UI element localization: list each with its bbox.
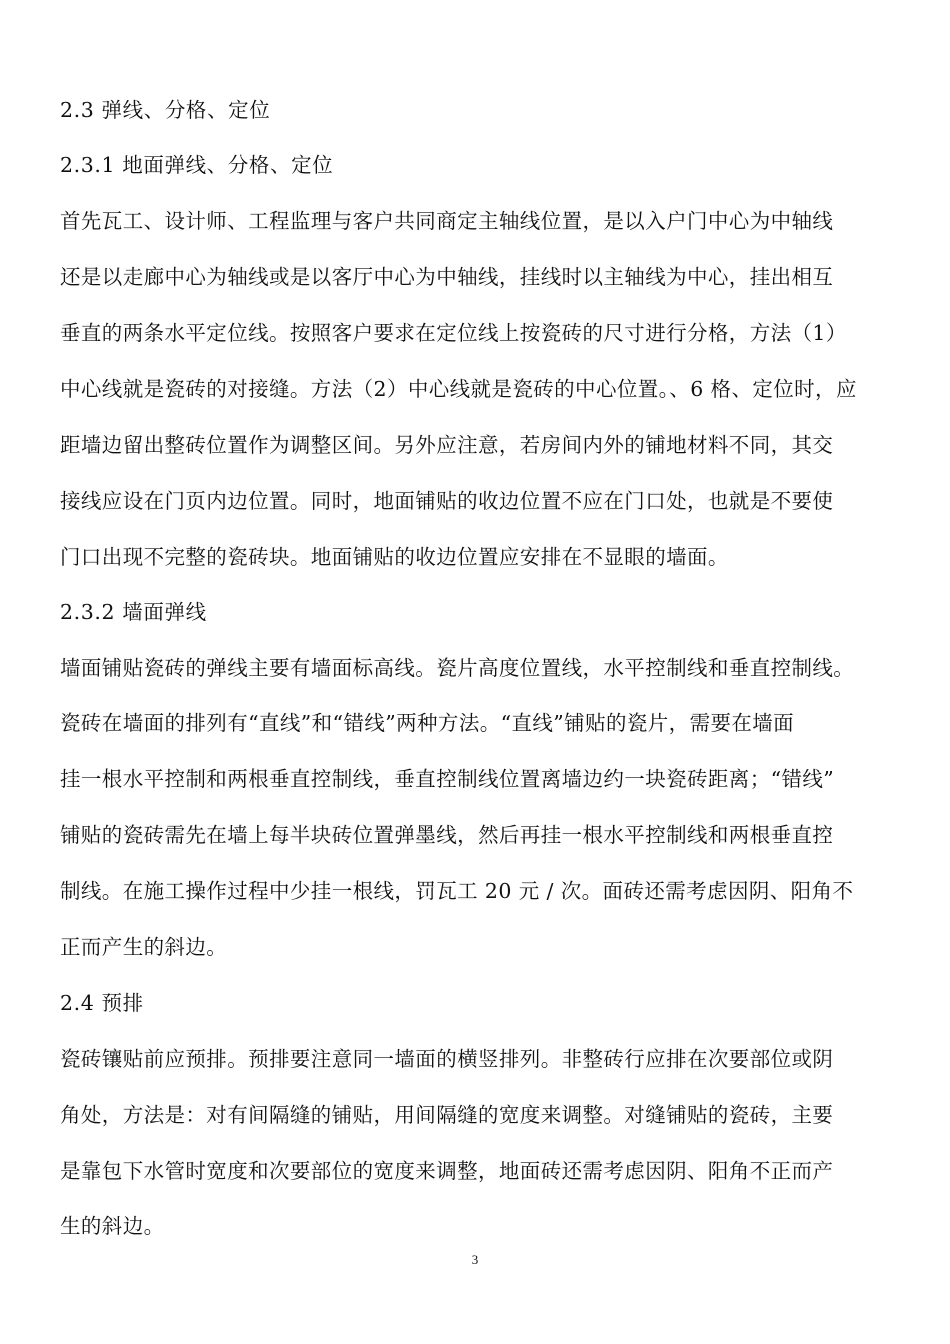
paragraph-line: 生的斜边。: [60, 1214, 165, 1238]
paragraph-line: 还是以走廊中心为轴线或是以客厅中心为中轴线，挂线时以主轴线为中心，挂出相互: [60, 265, 834, 289]
paragraph-line: 铺贴的瓷砖需先在墙上每半块砖位置弹墨线，然后再挂一根水平控制线和两根垂直控: [60, 823, 834, 847]
paragraph-line: 瓷砖镶贴前应预排。预排要注意同一墙面的横竖排列。非整砖行应排在次要部位或阴: [60, 1047, 834, 1071]
paragraph-line: 制线。在施工操作过程中少挂一根线，罚瓦工 20 元 / 次。面砖还需考虑因阴、阳角不: [60, 879, 854, 903]
section-heading-2-3-2: 2.3.2 墙面弹线: [60, 600, 207, 624]
paragraph-line: 距墙边留出整砖位置作为调整区间。另外应注意，若房间内外的铺地材料不同，其交: [60, 433, 834, 457]
paragraph-line: 垂直的两条水平定位线。按照客户要求在定位线上按瓷砖的尺寸进行分格，方法（1）: [60, 321, 847, 345]
paragraph-line: 瓷砖在墙面的排列有“直线”和“错线”两种方法。“直线”铺贴的瓷片，需要在墙面: [60, 711, 795, 735]
paragraph-line: 挂一根水平控制和两根垂直控制线，垂直控制线位置离墙边约一块瓷砖距离；“错线”: [60, 767, 835, 791]
paragraph-line: 门口出现不完整的瓷砖块。地面铺贴的收边位置应安排在不显眼的墙面。: [60, 545, 729, 569]
paragraph-line: 首先瓦工、设计师、工程监理与客户共同商定主轴线位置，是以入户门中心为中轴线: [60, 209, 834, 233]
section-heading-2-4: 2.4 预排: [60, 991, 144, 1015]
paragraph-line: 接线应设在门页内边位置。同时，地面铺贴的收边位置不应在门口处，也就是不要使: [60, 489, 834, 513]
paragraph-line: 墙面铺贴瓷砖的弹线主要有墙面标高线。瓷片高度位置线，水平控制线和垂直控制线。: [60, 656, 855, 680]
section-heading-2-3-1: 2.3.1 地面弹线、分格、定位: [60, 153, 334, 177]
paragraph-line: 是靠包下水管时宽度和次要部位的宽度来调整，地面砖还需考虑因阴、阳角不正而产: [60, 1159, 834, 1183]
paragraph-line: 中心线就是瓷砖的对接缝。方法（2）中心线就是瓷砖的中心位置。、6 格、定位时，应: [60, 377, 857, 401]
page-number: 3: [471, 1252, 479, 1267]
section-heading-2-3: 2.3 弹线、分格、定位: [60, 98, 271, 122]
paragraph-line: 正而产生的斜边。: [60, 935, 228, 959]
paragraph-line: 角处，方法是：对有间隔缝的铺贴，用间隔缝的宽度来调整。对缝铺贴的瓷砖，主要: [60, 1103, 834, 1127]
